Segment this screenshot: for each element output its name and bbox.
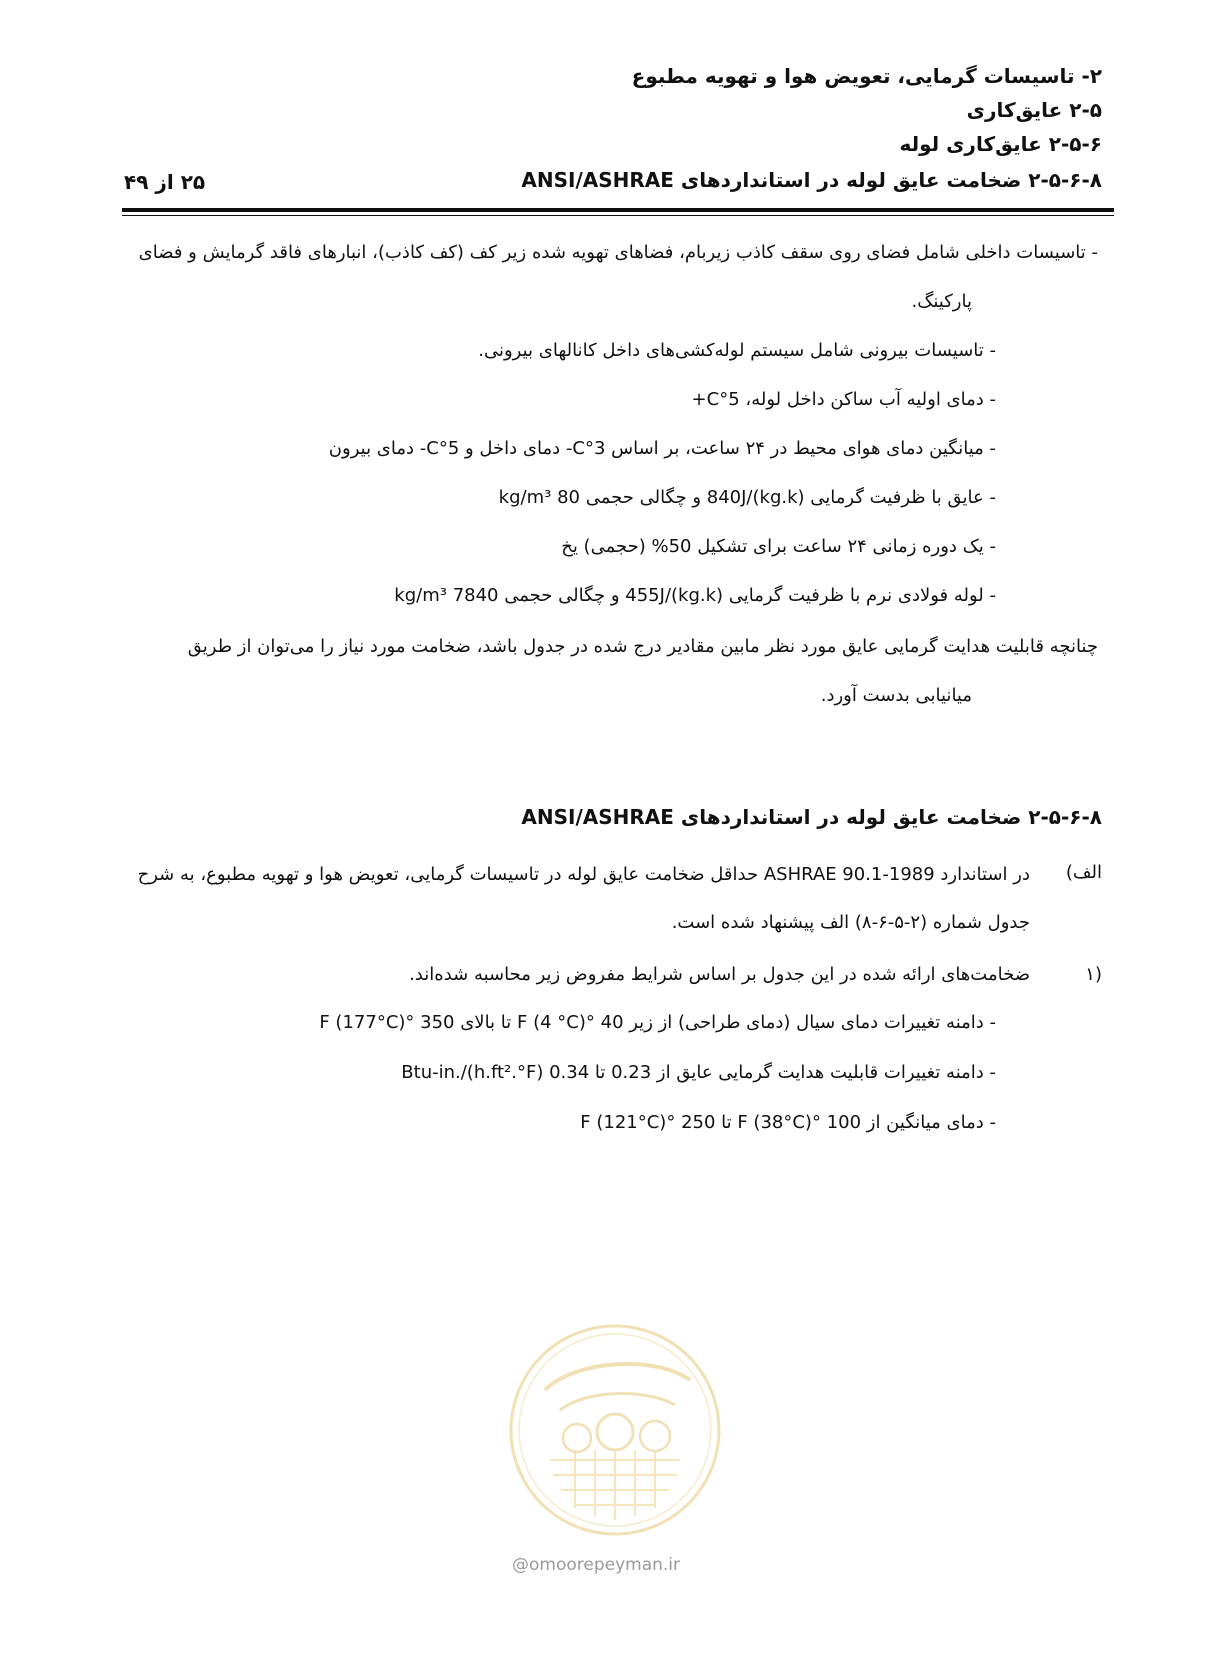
alef-line-1: در استاندارد ASHRAE 90.1-1989 حداقل ضخامت عایق لوله در تاسیسات گرمایی، تعویض هوا و تهویه مطبوع، به شرح <box>137 864 1030 885</box>
item-marker-alef: الف) <box>1065 862 1102 883</box>
list-item: - دمای اولیه آب ساکن داخل لوله، 5°C+ <box>691 389 996 410</box>
watermark-logo <box>505 1320 725 1540</box>
header-rule-thin <box>122 215 1114 216</box>
header-line-4: ۲-۵-۶-۸ ضخامت عایق لوله در استانداردهای ANSI/ASHRAE <box>521 168 1102 192</box>
list-item: - دامنه تغییرات دمای سیال (دمای طراحی) از زیر 40 °F (4 °C) تا بالای 350 °F (177°C) <box>319 1012 996 1033</box>
header-rule-thick <box>122 208 1114 212</box>
page-number: ۲۵ از ۴۹ <box>124 170 206 194</box>
section-heading: ۲-۵-۶-۸ ضخامت عایق لوله در استانداردهای ANSI/ASHRAE <box>521 805 1102 829</box>
note-line-1: چنانچه قابلیت هدایت گرمایی عایق مورد نظر مابین مقادیر درج شده در جدول باشد، ضخامت مورد نیاز را می‌توان از طریق <box>187 636 1098 657</box>
list-item: - لوله فولادی نرم با ظرفیت گرمایی 455J/(kg.k) و چگالی حجمی 7840 kg/m³ <box>394 585 996 606</box>
alef-line-2: جدول شماره (۲-۵-۶-۸) الف پیشنهاد شده است. <box>671 912 1030 933</box>
list-item: - تاسیسات بیرونی شامل سیستم لوله‌کشی‌های داخل کانالهای بیرونی. <box>478 340 996 361</box>
note-line-2: میانیابی بدست آورد. <box>820 685 972 706</box>
item-1-text: ضخامت‌های ارائه شده در این جدول بر اساس شرایط مفروض زیر محاسبه شده‌اند. <box>409 964 1030 985</box>
header-line-1: ۲- تاسیسات گرمایی، تعویض هوا و تهویه مطبوع <box>631 64 1102 88</box>
list-item: - دامنه تغییرات قابلیت هدایت گرمایی عایق از 0.23 تا 0.34 Btu-in./(h.ft².°F) <box>401 1062 996 1083</box>
list-item: - دمای میانگین از 100 °F (38°C) تا 250 °F (121°C) <box>580 1112 996 1133</box>
item-marker-1: (۱ <box>1085 964 1102 985</box>
list-item: - عایق با ظرفیت گرمایی 840J/(kg.k) و چگالی حجمی 80 kg/m³ <box>498 487 996 508</box>
list-item: - یک دوره زمانی ۲۴ ساعت برای تشکیل 50% (حجمی) یخ <box>561 536 996 557</box>
list-item: - میانگین دمای هوای محیط در ۲۴ ساعت، بر اساس 3°C- دمای داخل و 5°C- دمای بیرون <box>328 438 996 459</box>
intro-line-2: پارکینگ. <box>911 291 972 312</box>
header-line-2: ۲-۵ عایق‌کاری <box>966 98 1102 122</box>
watermark-site: @omoorepeyman.ir <box>512 1555 681 1575</box>
header-line-3: ۲-۵-۶ عایق‌کاری لوله <box>899 132 1102 156</box>
intro-line-1: - تاسیسات داخلی شامل فضای روی سقف کاذب زیربام، فضاهای تهویه شده زیر کف (کف کاذب)، انبارهای فاقد گرمایش و فضای <box>138 242 1098 263</box>
